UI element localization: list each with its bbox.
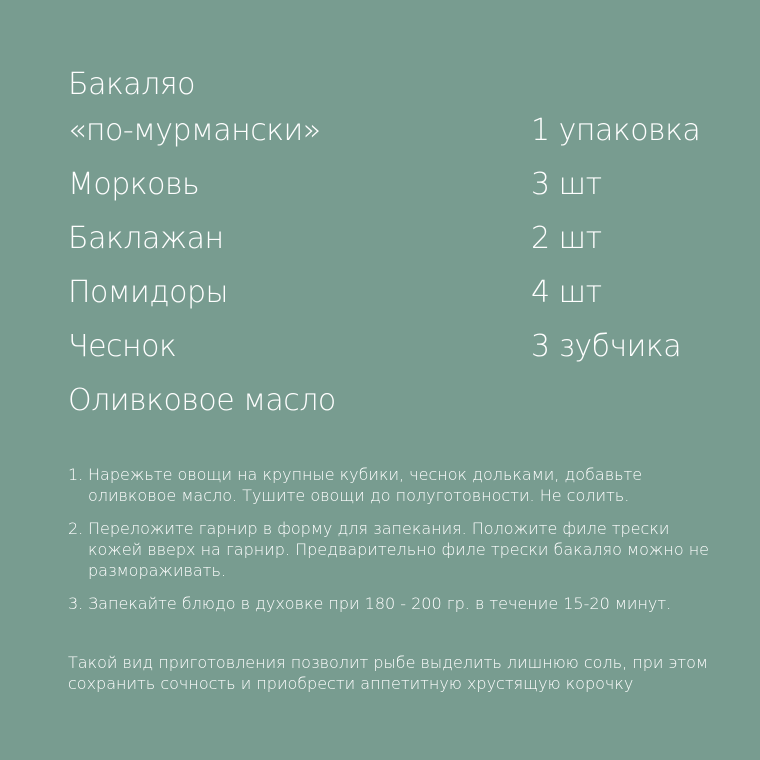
step-text: Запекайте блюдо в духовке при 180 - 200 гр. в течение 15-20 минут. [88,594,672,613]
step-text: Нарежьте овощи на крупные кубики, чеснок дольками, добавьте оливковое масло. Тушите овощи до полуготовности. Не солить. [88,465,643,505]
ingredient-name: Морковь [68,167,200,202]
ingredient-name: Оливковое масло [68,383,336,418]
step-text: Переложите гарнир в форму для запекания. Положите филе трески кожей вверх на гарнир. Предварительно филе трески бакаляо можно не размораживать. [88,519,710,580]
ingredient-quantity: 1 упаковка [531,113,701,148]
ingredient-name: «по-мурмански» [68,113,321,148]
cooking-note: Такой вид приготовления позволит рыбе выделить лишнюю соль, при этом сохранить сочность и приобрести аппетитную хрустящую корочку [68,653,708,693]
instruction-step [68,518,718,581]
ingredient-name: Баклажан [68,221,224,256]
ingredient-quantity: 3 шт [531,167,602,202]
instruction-step [68,464,718,506]
step-number: 2. [68,519,84,538]
step-number: 1. [68,465,84,484]
ingredient-quantity: 3 зубчика [531,329,682,364]
step-number: 3. [68,594,84,613]
ingredient-name: Чеснок [68,329,177,364]
instructions-list [68,464,718,626]
ingredient-quantity: 2 шт [531,221,602,256]
ingredient-quantity: 4 шт [531,275,602,310]
ingredient-name: Помидоры [68,275,228,310]
instruction-step [68,593,718,614]
ingredient-name: Бакаляо [68,67,195,102]
